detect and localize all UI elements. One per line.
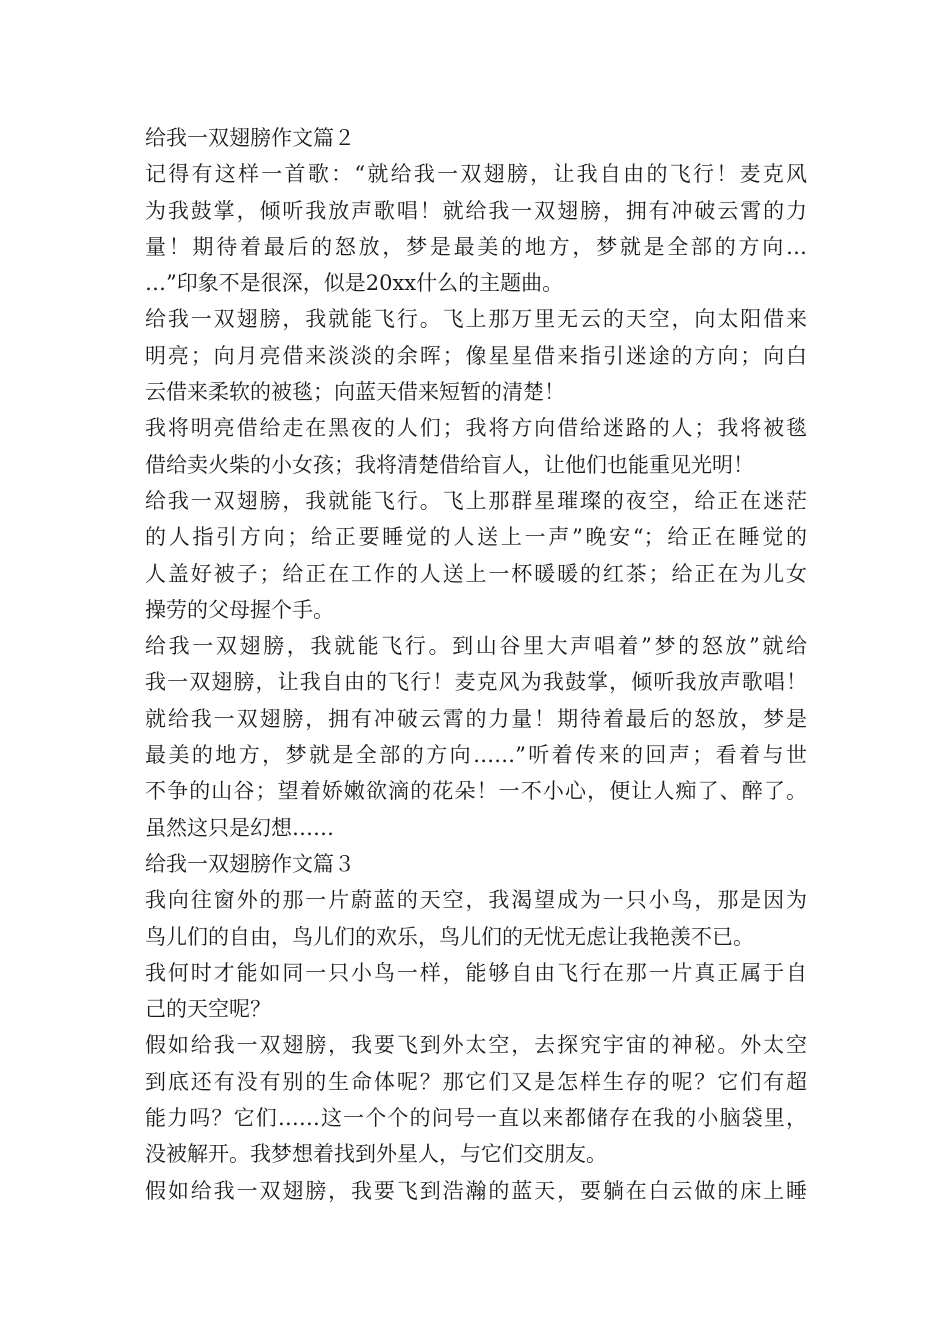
text-line: 假如给我一双翅膀，我要飞到浩瀚的蓝天，要躺在白云做的床上睡 [145,1178,807,1203]
text-line: 我将明亮借给走在黑夜的人们；我将方向借给迷路的人；我将被毯 [145,416,807,441]
text-line: 最美的地方，梦就是全部的方向……”听着传来的回声；看着与世 [145,743,807,768]
text-line: 到底还有没有别的生命体呢？那它们又是怎样生存的呢？它们有超 [145,1069,807,1094]
text-line: 我一双翅膀，让我自由的飞行！麦克风为我鼓掌，倾听我放声歌唱！ [145,670,807,695]
text-line: …”印象不是很深，似是20xx什么的主题曲。 [145,271,564,296]
text-line: 明亮；向月亮借来淡淡的余晖；像星星借来指引迷途的方向；向白 [145,343,807,368]
text-line: 虽然这只是幻想…… [145,815,334,840]
text-line: 鸟儿们的自由，鸟儿们的欢乐，鸟儿们的无忧无虑让我艳羡不已。 [145,924,754,949]
text-line: 借给卖火柴的小女孩；我将清楚借给盲人，让他们也能重见光明！ [145,452,754,477]
document-page [145,120,807,1209]
text-line: 不争的山谷；望着娇嫩欲滴的花朵！一不小心，便让人痴了、醉了。 [145,779,807,804]
text-line: 没被解开。我梦想着找到外星人，与它们交朋友。 [145,1142,607,1167]
text-line: 记得有这样一首歌：“就给我一双翅膀，让我自由的飞行！麦克风 [145,162,807,187]
text-line: 给我一双翅膀，我就能飞行。到山谷里大声唱着”梦的怒放”就给 [145,634,807,659]
text-line: 给我一双翅膀，我就能飞行。飞上那群星璀璨的夜空，给正在迷茫 [145,488,807,513]
text-line: 我何时才能如同一只小鸟一样，能够自由飞行在那一片真正属于自 [145,960,807,985]
text-line: 给我一双翅膀作文篇３ [145,851,355,876]
text-line: 我向往窗外的那一片蔚蓝的天空，我渴望成为一只小鸟，那是因为 [145,888,807,913]
text-line: 量！期待着最后的怒放，梦是最美的地方，梦就是全部的方向… [145,234,807,259]
text-line: 假如给我一双翅膀，我要飞到外太空，去探究宇宙的神秘。外太空 [145,1033,807,1058]
text-line: 云借来柔软的被毯；向蓝天借来短暂的清楚！ [145,380,565,405]
text-line: 为我鼓掌，倾听我放声歌唱！就给我一双翅膀，拥有冲破云霄的力 [145,198,807,223]
text-line: 就给我一双翅膀，拥有冲破云霄的力量！期待着最后的怒放，梦是 [145,706,807,731]
text-line: 操劳的父母握个手。 [145,597,334,622]
text-line: 的人指引方向；给正要睡觉的人送上一声”晚安“；给正在睡觉的 [145,525,807,550]
text-line: 给我一双翅膀，我就能飞行。飞上那万里无云的天空，向太阳借来 [145,307,807,332]
text-line: 给我一双翅膀作文篇２ [145,126,355,150]
text-line: 己的天空呢？ [145,997,271,1022]
text-line: 人盖好被子；给正在工作的人送上一杯暖暖的红茶；给正在为儿女 [145,561,807,586]
text-line: 能力吗？它们……这一个个的问号一直以来都储存在我的小脑袋里， [145,1106,807,1131]
